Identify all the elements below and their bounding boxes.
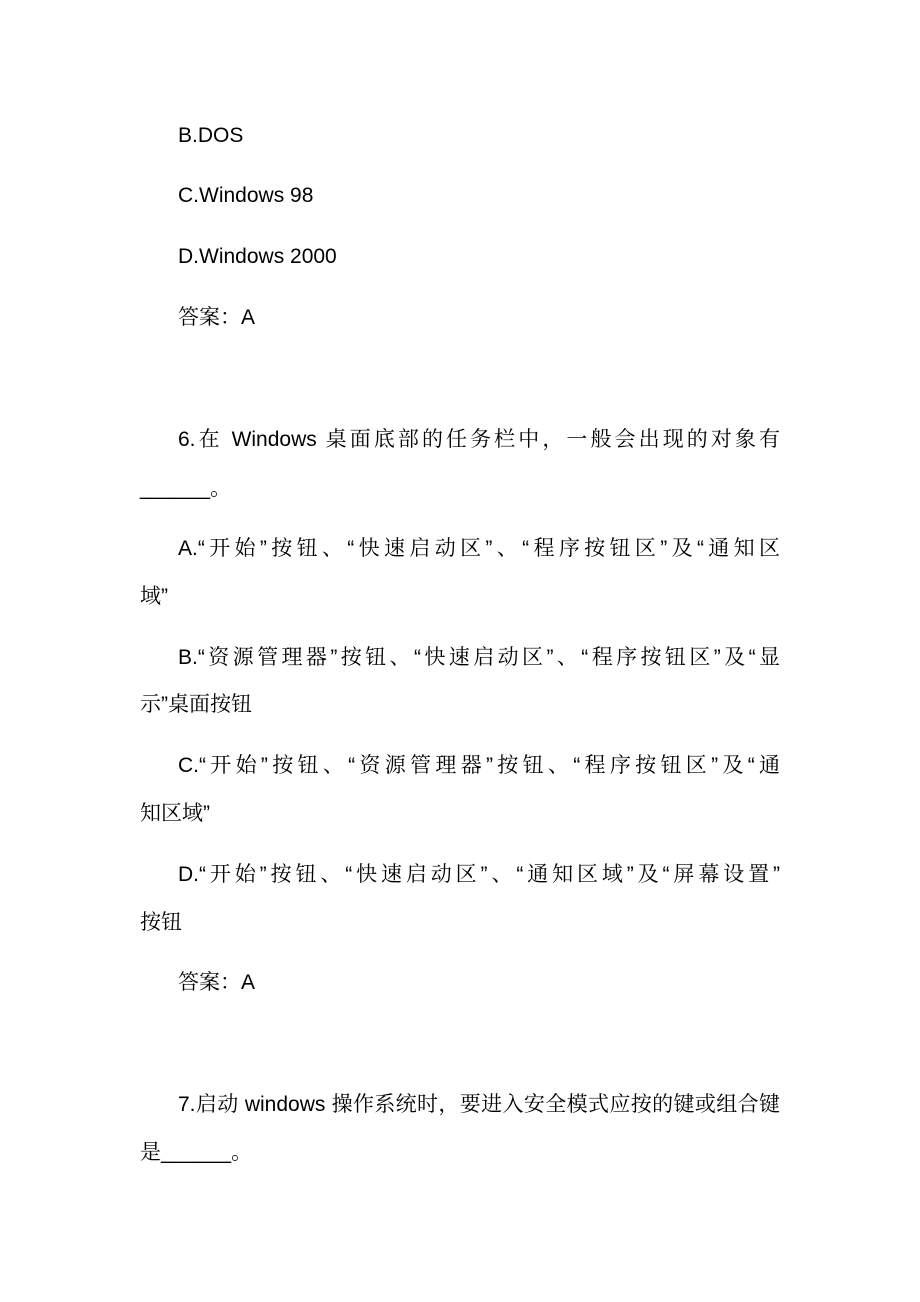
- q5-answer: 答案：A: [178, 306, 256, 329]
- q6-answer: 答案：A: [178, 971, 256, 994]
- q6-option-d-line1: D.“开始”按钮、“快速启动区”、“通知区域”及“屏幕设置”: [178, 863, 780, 886]
- q6-option-b-line2: 示”桌面按钮: [140, 693, 252, 716]
- q5-option-b: B.DOS: [178, 124, 244, 147]
- q5-option-c: C.Windows 98: [178, 184, 314, 207]
- q5-option-d: D.Windows 2000: [178, 245, 337, 268]
- q6-option-c-line1: C.“开始”按钮、“资源管理器”按钮、“程序按钮区”及“通: [178, 754, 780, 777]
- q6-option-a-line2: 域”: [140, 585, 168, 608]
- q6-option-d-line2: 按钮: [140, 911, 182, 934]
- q6-option-a-line1: A.“开始”按钮、“快速启动区”、“程序按钮区”及“通知区: [178, 537, 780, 560]
- q6-option-c-line2: 知区域”: [140, 802, 210, 825]
- q6-stem-line1: 6.在 Windows 桌面底部的任务栏中，一般会出现的对象有: [178, 428, 780, 451]
- q7-stem-line1: 7.启动 windows 操作系统时，要进入安全模式应按的键或组合键: [178, 1093, 780, 1116]
- q6-stem-line2: ______。: [140, 477, 232, 500]
- q7-stem-line2: 是______。: [140, 1141, 253, 1164]
- q6-option-b-line1: B.“资源管理器”按钮、“快速启动区”、“程序按钮区”及“显: [178, 646, 780, 669]
